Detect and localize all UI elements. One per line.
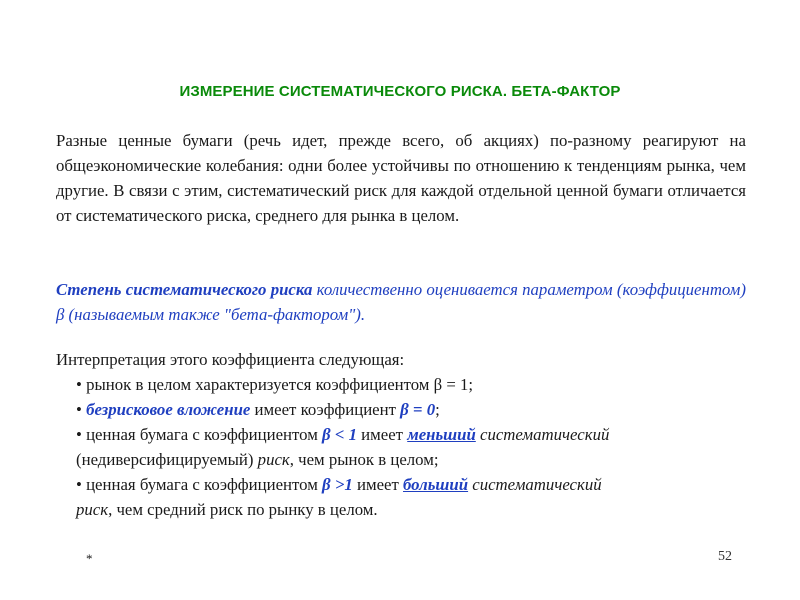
beta-value: β = 0 — [400, 400, 436, 419]
list-text: ; — [435, 400, 440, 419]
bullet-mark: • — [76, 400, 87, 419]
list-item — [76, 422, 746, 447]
beta-value: β >1 — [322, 475, 353, 494]
list-item — [76, 397, 746, 422]
list-text: (недиверсифицируемый) — [76, 450, 258, 469]
paragraph-intro: Разные ценные бумаги (речь идет, прежде всего, об акциях) по-разному реагируют на общеэкономические колебания: одни более устойчивы по отношению к тенденциям рынка, чем другие. В связи с этим, систематический риск для каждой отдельной ценной бумаги отличается от систематического риска, среднего для рынка в целом. — [56, 131, 746, 225]
paragraph-definition — [56, 277, 746, 327]
list-text: • ценная бумага с коэффициентом — [76, 425, 323, 444]
list-text: систематический — [475, 425, 610, 444]
list-text: • ценная бумага с коэффициентом — [76, 475, 323, 494]
list-text: имеет — [356, 425, 408, 444]
list-text: систематический — [468, 475, 602, 494]
definition-text: количественно оценивается параметром (коэффициентом) β (называемым также "бета-фактором"). — [56, 280, 746, 324]
definition-term: Степень систематического риска — [56, 280, 313, 299]
smaller-term: меньший — [407, 425, 476, 444]
slide-title: ИЗМЕРЕНИЕ СИСТЕМАТИЧЕСКОГО РИСКА. БЕТА-ФАКТОР — [179, 83, 621, 100]
larger-term: больший — [403, 475, 469, 494]
beta-value: β < 1 — [322, 425, 357, 444]
page-number: 52 — [718, 549, 732, 564]
footer-star: * — [86, 551, 93, 566]
list-text: , чем рынок в целом; — [289, 450, 439, 469]
risk-term: риск — [76, 500, 109, 519]
list-text: имеет коэффициент — [250, 400, 401, 419]
list-item-continuation — [76, 497, 746, 522]
list-item: • рынок в целом характеризуется коэффициентом β = 1; — [76, 375, 474, 394]
riskfree-term: безрисковое вложение — [86, 400, 251, 419]
bullet-list — [76, 372, 746, 522]
paragraph-interpretation: Интерпретация этого коэффициента следующая: — [56, 350, 405, 369]
list-item — [76, 472, 746, 497]
risk-term: риск — [257, 450, 290, 469]
list-text: , чем средний риск по рынку в целом. — [108, 500, 378, 519]
list-text: имеет — [352, 475, 404, 494]
list-item-continuation — [76, 447, 746, 472]
